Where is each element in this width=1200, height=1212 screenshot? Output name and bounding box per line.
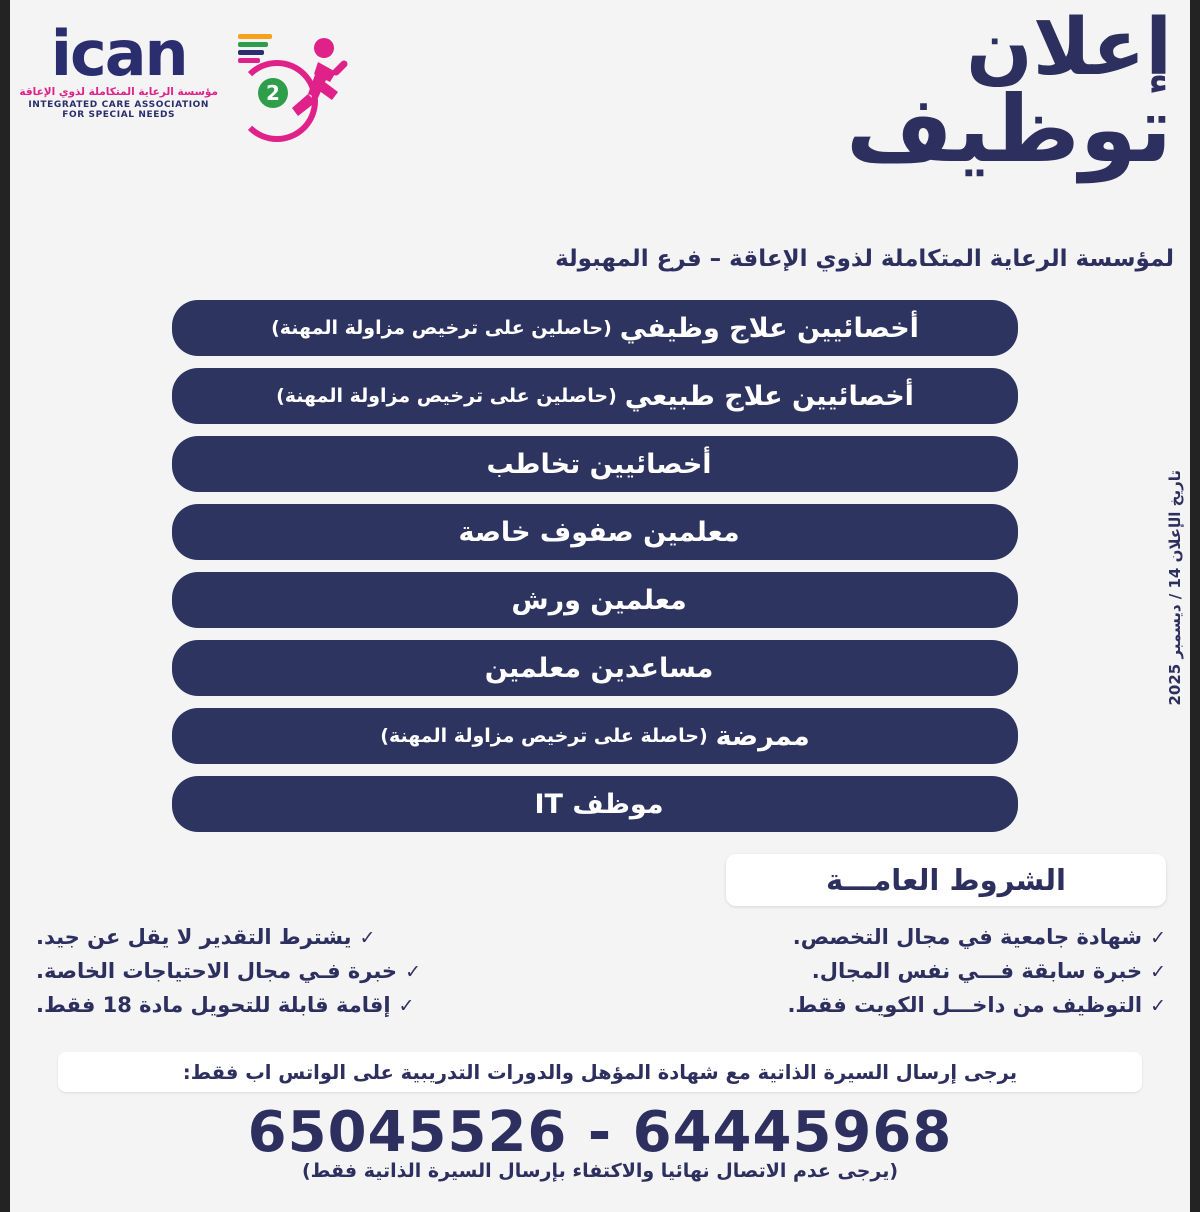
job-row [172, 436, 1018, 492]
condition-item [36, 993, 567, 1017]
check-icon: ✓ [1150, 995, 1166, 1017]
job-title: أخصائيين تخاطب [486, 448, 712, 480]
logo-text-block [19, 17, 218, 120]
poster-headline [846, 3, 1172, 183]
contact-phone-numbers[interactable]: 65045526 - 64445968 [247, 1100, 953, 1165]
job-row [172, 368, 1018, 424]
conditions-title-text: الشروط العامـــة [826, 863, 1066, 897]
conditions-right-column [635, 925, 1166, 1027]
job-row [172, 640, 1018, 696]
condition-text: خبرة فـي مجال الاحتياجات الخاصة. [36, 959, 398, 983]
condition-item [635, 959, 1166, 983]
conditions-title-banner [726, 854, 1166, 906]
condition-text: التوظيف من داخـــل الكويت فقط. [787, 993, 1143, 1017]
logo-tagline-en-line2: FOR SPECIAL NEEDS [62, 109, 176, 120]
job-title: معلمين صفوف خاصة [458, 516, 740, 548]
condition-text: خبرة سابقة فـــي نفس المجال. [811, 959, 1143, 983]
announcement-date: تاريخ الإعلان 14 / ديسمبر 2025 [1166, 470, 1184, 706]
condition-item [635, 925, 1166, 949]
headline-line-2: توظيف [846, 75, 1172, 183]
condition-item [36, 959, 567, 983]
condition-item [36, 925, 567, 949]
conditions-left-column [36, 925, 567, 1027]
left-edge-band [0, 0, 10, 1212]
check-icon: ✓ [405, 961, 421, 983]
check-icon: ✓ [398, 995, 415, 1017]
job-note: (حاصلين على ترخيص مزاولة المهنة) [276, 385, 617, 407]
job-note: (حاصلة على ترخيص مزاولة المهنة) [380, 725, 708, 747]
condition-text: شهادة جامعية في مجال التخصص. [792, 925, 1143, 949]
organization-logo [14, 17, 354, 136]
wheelchair-runner-icon [234, 26, 354, 136]
right-edge-band [1190, 0, 1200, 1212]
job-row [172, 572, 1018, 628]
check-icon: ✓ [1150, 927, 1166, 949]
condition-text: يشترط التقدير لا يقل عن جيد. [36, 925, 352, 949]
check-icon: ✓ [1150, 961, 1166, 983]
headline-line-1: إعلان [966, 3, 1172, 93]
job-row [172, 776, 1018, 832]
submission-note-text: يرجى إرسال السيرة الذاتية مع شهادة المؤهل والدورات التدريبية على الواتس اب فقط: [182, 1060, 1018, 1084]
job-title: موظف IT [534, 788, 664, 820]
logo-tagline-ar: مؤسسة الرعاية المتكاملة لذوي الإعاقة [19, 85, 218, 98]
job-title: أخصائيين علاج طبيعي [624, 380, 914, 412]
condition-text: إقامة قابلة للتحويل مادة 18 فقط. [36, 993, 391, 1017]
job-row [172, 708, 1018, 764]
job-title: مساعدين معلمين [484, 652, 714, 684]
job-note: (حاصلين على ترخيص مزاولة المهنة) [271, 317, 612, 339]
poster-subheadline: لمؤسسة الرعاية المتكاملة لذوي الإعاقة – فرع المهبولة [555, 246, 1174, 272]
job-title: ممرضة [715, 720, 810, 752]
submission-note-banner [58, 1052, 1142, 1092]
logo-tagline-en-line1: INTEGRATED CARE ASSOCIATION [28, 99, 210, 110]
logo-wordmark: ican [50, 17, 187, 90]
job-title: أخصائيين علاج وظيفي [619, 312, 919, 344]
condition-item [635, 993, 1166, 1017]
job-row [172, 300, 1018, 356]
runner-figure-icon [278, 36, 348, 132]
job-list [172, 300, 1018, 844]
job-row [172, 504, 1018, 560]
job-title: معلمين ورش [511, 584, 687, 616]
conditions-columns [36, 925, 1166, 1027]
logo-badge-number: 2 [258, 78, 288, 108]
check-icon: ✓ [359, 927, 376, 949]
final-note-text: (يرجى عدم الاتصال نهائيا والاكتفاء بإرسال السيرة الذاتية فقط) [301, 1160, 899, 1182]
